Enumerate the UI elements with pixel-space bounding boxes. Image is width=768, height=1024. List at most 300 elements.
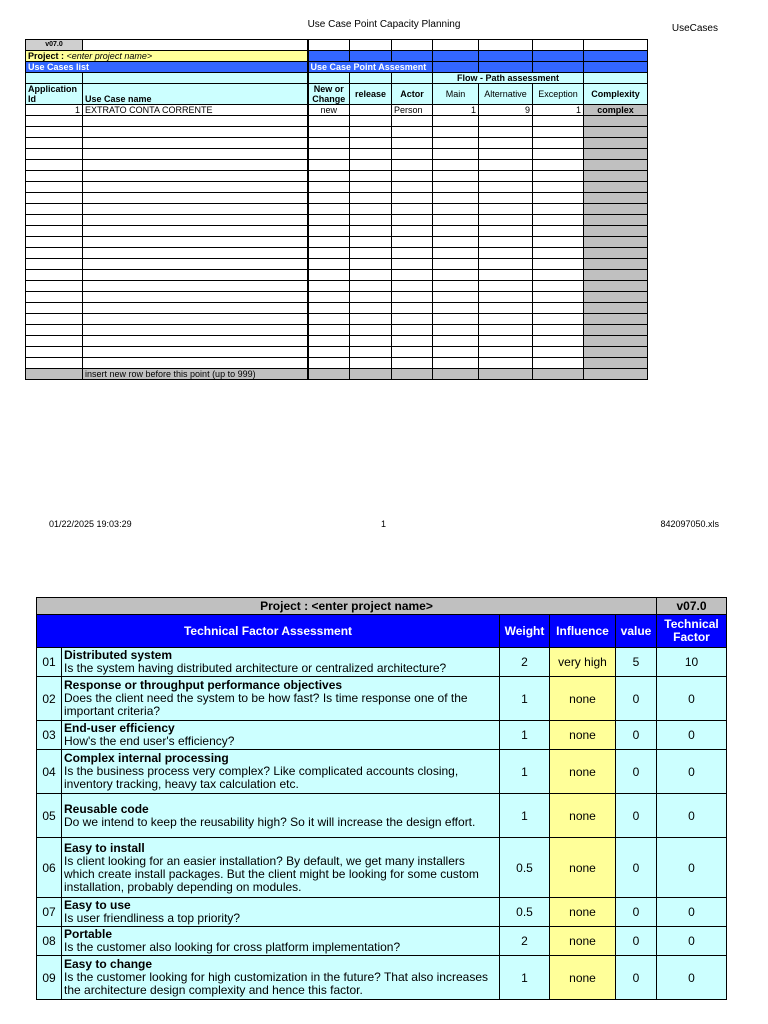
empty-cell[interactable]: [308, 281, 350, 292]
row-exception[interactable]: 1: [533, 105, 584, 116]
empty-cell[interactable]: [83, 171, 308, 182]
empty-cell[interactable]: [308, 237, 350, 248]
empty-cell[interactable]: [26, 336, 83, 347]
empty-cell[interactable]: [584, 248, 648, 259]
table-row: [26, 149, 648, 160]
empty-cell[interactable]: [350, 138, 392, 149]
factor-weight: 1: [500, 677, 550, 721]
empty-cell[interactable]: [83, 149, 308, 160]
empty-cell[interactable]: [533, 160, 584, 171]
factor-influence-select[interactable]: none: [550, 750, 616, 794]
empty-cell[interactable]: [26, 215, 83, 226]
empty-cell[interactable]: [83, 270, 308, 281]
factor-number: 05: [37, 794, 62, 838]
empty-cell[interactable]: [479, 149, 533, 160]
empty-cell[interactable]: [26, 292, 83, 303]
empty-cell[interactable]: [308, 314, 350, 325]
empty-cell[interactable]: [433, 336, 479, 347]
factor-value: 0: [616, 750, 657, 794]
empty-cell[interactable]: [392, 127, 433, 138]
empty-cell[interactable]: [350, 270, 392, 281]
empty-cell[interactable]: [584, 204, 648, 215]
empty-cell[interactable]: [83, 226, 308, 237]
empty-cell[interactable]: [392, 226, 433, 237]
empty-cell[interactable]: [83, 303, 308, 314]
table-row: [26, 182, 648, 193]
empty-cell[interactable]: [479, 358, 533, 369]
empty-cell[interactable]: [308, 248, 350, 259]
empty-cell[interactable]: [83, 237, 308, 248]
empty-cell[interactable]: [584, 281, 648, 292]
factor-name: Complex internal processing: [64, 751, 229, 765]
factor-influence-select[interactable]: none: [550, 956, 616, 1000]
empty-cell[interactable]: [479, 171, 533, 182]
empty-cell[interactable]: [433, 204, 479, 215]
empty-cell[interactable]: [533, 248, 584, 259]
empty-cell[interactable]: [433, 149, 479, 160]
row-actor[interactable]: Person: [392, 105, 433, 116]
empty-cell[interactable]: [533, 138, 584, 149]
empty-cell[interactable]: [433, 182, 479, 193]
factor-description: How's the end user's efficiency?: [64, 734, 235, 748]
empty-cell[interactable]: [392, 270, 433, 281]
empty-cell[interactable]: [83, 193, 308, 204]
empty-cell[interactable]: [392, 358, 433, 369]
table-row: [26, 237, 648, 248]
row-use-case-name[interactable]: EXTRATO CONTA CORRENTE: [83, 105, 308, 116]
empty-cell[interactable]: [308, 127, 350, 138]
empty-cell[interactable]: [308, 160, 350, 171]
empty-cell[interactable]: [433, 270, 479, 281]
row-complexity: complex: [584, 105, 648, 116]
empty-cell[interactable]: [392, 248, 433, 259]
factor-description: Is the system having distributed architecture or centralized architecture?: [64, 661, 447, 675]
empty-cell[interactable]: [308, 347, 350, 358]
empty-cell[interactable]: [533, 303, 584, 314]
table-row: [26, 127, 648, 138]
factor-weight: 2: [500, 648, 550, 677]
empty-cell[interactable]: [26, 347, 83, 358]
empty-cell[interactable]: [26, 182, 83, 193]
empty-cell[interactable]: [584, 160, 648, 171]
empty-cell[interactable]: [83, 325, 308, 336]
factor-influence-select[interactable]: none: [550, 838, 616, 898]
empty-cell[interactable]: [350, 116, 392, 127]
table-row: [26, 226, 648, 237]
empty-cell[interactable]: [308, 226, 350, 237]
empty-cell[interactable]: [479, 116, 533, 127]
empty-cell[interactable]: [433, 314, 479, 325]
factor-technical-factor: 0: [657, 956, 727, 1000]
empty-cell[interactable]: [350, 292, 392, 303]
empty-cell[interactable]: [83, 160, 308, 171]
empty-cell[interactable]: [392, 215, 433, 226]
empty-cell[interactable]: [584, 182, 648, 193]
empty-cell[interactable]: [308, 204, 350, 215]
empty-cell[interactable]: [350, 281, 392, 292]
empty-cell[interactable]: [392, 303, 433, 314]
empty-cell[interactable]: [26, 116, 83, 127]
empty-cell[interactable]: [350, 303, 392, 314]
empty-cell[interactable]: [584, 171, 648, 182]
empty-cell[interactable]: [533, 149, 584, 160]
empty-cell[interactable]: [350, 215, 392, 226]
empty-cell[interactable]: [308, 182, 350, 193]
empty-cell[interactable]: [533, 204, 584, 215]
empty-cell[interactable]: [308, 336, 350, 347]
empty-cell[interactable]: [392, 116, 433, 127]
empty-cell[interactable]: [26, 193, 83, 204]
empty-cell[interactable]: [533, 325, 584, 336]
empty-cell[interactable]: [392, 138, 433, 149]
empty-cell[interactable]: [308, 358, 350, 369]
empty-cell[interactable]: [26, 303, 83, 314]
empty-cell[interactable]: [584, 347, 648, 358]
empty-cell[interactable]: [392, 160, 433, 171]
empty-cell[interactable]: [26, 160, 83, 171]
factor-value: 0: [616, 794, 657, 838]
factor-technical-factor: 0: [657, 927, 727, 956]
empty-cell[interactable]: [533, 270, 584, 281]
factor-name: Easy to install: [64, 840, 145, 855]
empty-cell[interactable]: [533, 347, 584, 358]
factor-number: 01: [37, 648, 62, 677]
empty-cell[interactable]: [26, 248, 83, 259]
table-row: [26, 358, 648, 369]
empty-cell[interactable]: [479, 215, 533, 226]
factor-influence-select[interactable]: none: [550, 927, 616, 956]
empty-cell[interactable]: [26, 325, 83, 336]
empty-cell[interactable]: [350, 259, 392, 270]
empty-cell[interactable]: [26, 149, 83, 160]
empty-cell[interactable]: [308, 303, 350, 314]
empty-cell[interactable]: [350, 160, 392, 171]
factor-row: [37, 648, 727, 677]
factor-number: 07: [37, 898, 62, 927]
factor-influence-select[interactable]: none: [550, 794, 616, 838]
empty-cell[interactable]: [533, 226, 584, 237]
empty-cell[interactable]: [433, 281, 479, 292]
empty-cell[interactable]: [83, 248, 308, 259]
factor-influence-select[interactable]: none: [550, 898, 616, 927]
empty-cell[interactable]: [533, 237, 584, 248]
factor-name: Reusable code: [64, 801, 149, 816]
empty-cell[interactable]: [26, 127, 83, 138]
table-row: [26, 204, 648, 215]
empty-cell[interactable]: [308, 138, 350, 149]
empty-cell[interactable]: [533, 171, 584, 182]
factor-description: Is user friendliness a top priority?: [64, 911, 241, 925]
col-alternative: Alternative: [479, 84, 533, 105]
empty-cell[interactable]: [584, 138, 648, 149]
table-row: [26, 314, 648, 325]
tf-header-technical-factor: Technical Factor: [657, 615, 727, 648]
project-name-cell[interactable]: [26, 51, 308, 62]
table-row: [26, 215, 648, 226]
empty-cell[interactable]: [533, 292, 584, 303]
empty-cell[interactable]: [350, 347, 392, 358]
empty-cell[interactable]: [533, 116, 584, 127]
empty-cell[interactable]: [533, 336, 584, 347]
factor-number: 09: [37, 956, 62, 1000]
empty-cell[interactable]: [392, 347, 433, 358]
empty-cell[interactable]: [350, 193, 392, 204]
empty-cell[interactable]: [479, 347, 533, 358]
table-row: [26, 138, 648, 149]
empty-cell[interactable]: [308, 116, 350, 127]
empty-cell[interactable]: [350, 336, 392, 347]
row-release[interactable]: [350, 105, 392, 116]
empty-cell[interactable]: [433, 138, 479, 149]
table-row: [26, 303, 648, 314]
insert-row-marker: [26, 369, 648, 380]
table-row: [26, 193, 648, 204]
empty-cell[interactable]: [83, 281, 308, 292]
empty-cell[interactable]: [479, 237, 533, 248]
tf-project-title: Project : <enter project name>: [37, 598, 657, 615]
empty-cell[interactable]: [26, 138, 83, 149]
empty-cell[interactable]: [584, 215, 648, 226]
empty-cell[interactable]: [392, 292, 433, 303]
empty-cell[interactable]: [479, 336, 533, 347]
empty-cell[interactable]: [26, 226, 83, 237]
empty-cell[interactable]: [392, 281, 433, 292]
empty-cell[interactable]: [392, 259, 433, 270]
version-cell: v07.0: [26, 40, 83, 51]
factor-description: Is the business process very complex? Like complicated accounts closing, inventory tracking, heavy tax calculation etc.: [64, 764, 459, 791]
row-alternative[interactable]: 9: [479, 105, 533, 116]
empty-cell[interactable]: [433, 303, 479, 314]
factor-influence-select[interactable]: none: [550, 721, 616, 750]
empty-cell[interactable]: [26, 358, 83, 369]
empty-cell[interactable]: [479, 193, 533, 204]
tf-header-influence: Influence: [550, 615, 616, 648]
factor-description-cell: [62, 927, 500, 956]
empty-cell[interactable]: [392, 182, 433, 193]
empty-cell[interactable]: [584, 193, 648, 204]
empty-cell[interactable]: [584, 270, 648, 281]
empty-cell[interactable]: [26, 270, 83, 281]
empty-cell[interactable]: [83, 347, 308, 358]
empty-cell[interactable]: [26, 237, 83, 248]
empty-cell[interactable]: [83, 336, 308, 347]
col-release: release: [350, 84, 392, 105]
factor-value: 0: [616, 838, 657, 898]
tf-header-title: Technical Factor Assessment: [37, 615, 500, 648]
empty-cell[interactable]: [433, 259, 479, 270]
empty-cell[interactable]: [584, 303, 648, 314]
row-main[interactable]: 1: [433, 105, 479, 116]
project-label: Project :: [28, 51, 65, 61]
factor-weight: 2: [500, 927, 550, 956]
empty-cell[interactable]: [392, 193, 433, 204]
empty-cell[interactable]: [392, 149, 433, 160]
empty-cell[interactable]: [308, 171, 350, 182]
empty-cell[interactable]: [584, 259, 648, 270]
empty-cell[interactable]: [533, 193, 584, 204]
factor-weight: 1: [500, 794, 550, 838]
sheet-tab-name: UseCases: [671, 23, 718, 34]
empty-cell[interactable]: [433, 248, 479, 259]
empty-cell[interactable]: [433, 116, 479, 127]
row-app-id[interactable]: 1: [26, 105, 83, 116]
empty-cell[interactable]: [350, 226, 392, 237]
empty-cell[interactable]: [533, 215, 584, 226]
col-main: Main: [433, 84, 479, 105]
empty-cell[interactable]: [479, 303, 533, 314]
empty-cell[interactable]: [584, 226, 648, 237]
empty-cell[interactable]: [479, 270, 533, 281]
empty-cell[interactable]: [350, 149, 392, 160]
empty-cell[interactable]: [584, 127, 648, 138]
empty-cell[interactable]: [584, 325, 648, 336]
empty-cell[interactable]: [479, 292, 533, 303]
empty-cell[interactable]: [26, 281, 83, 292]
empty-cell[interactable]: [83, 138, 308, 149]
empty-cell[interactable]: [433, 347, 479, 358]
empty-cell[interactable]: [83, 116, 308, 127]
ucp-assessment-header: Use Case Point Assesment: [308, 62, 433, 73]
empty-cell[interactable]: [433, 193, 479, 204]
empty-cell[interactable]: [26, 204, 83, 215]
factor-description: Does the client need the system to be how fast? Is time response one of the important criteria?: [64, 691, 468, 718]
factor-value: 5: [616, 648, 657, 677]
factor-influence-select[interactable]: none: [550, 677, 616, 721]
empty-cell[interactable]: [350, 237, 392, 248]
empty-cell[interactable]: [533, 358, 584, 369]
row-new-or-change[interactable]: new: [308, 105, 350, 116]
empty-cell[interactable]: [308, 149, 350, 160]
table-row: [26, 347, 648, 358]
empty-cell[interactable]: [479, 138, 533, 149]
empty-cell[interactable]: [83, 127, 308, 138]
empty-cell[interactable]: [584, 358, 648, 369]
factor-number: 03: [37, 721, 62, 750]
empty-cell[interactable]: [433, 215, 479, 226]
col-app-id: Application Id: [26, 84, 83, 105]
empty-cell[interactable]: [83, 215, 308, 226]
factor-row: [37, 927, 727, 956]
empty-cell[interactable]: [533, 127, 584, 138]
empty-cell[interactable]: [392, 314, 433, 325]
factor-description-cell: [62, 794, 500, 838]
empty-cell[interactable]: [350, 127, 392, 138]
tf-version: v07.0: [657, 598, 727, 615]
factor-technical-factor: 10: [657, 648, 727, 677]
empty-cell[interactable]: [533, 259, 584, 270]
empty-cell[interactable]: [83, 358, 308, 369]
empty-cell[interactable]: [584, 314, 648, 325]
empty-cell[interactable]: [350, 204, 392, 215]
empty-cell[interactable]: [350, 182, 392, 193]
table-row: [26, 336, 648, 347]
empty-cell[interactable]: [479, 259, 533, 270]
empty-cell[interactable]: [392, 237, 433, 248]
empty-cell[interactable]: [83, 204, 308, 215]
empty-cell[interactable]: [350, 358, 392, 369]
empty-cell[interactable]: [433, 325, 479, 336]
factor-influence-select[interactable]: very high: [550, 648, 616, 677]
empty-cell[interactable]: [308, 193, 350, 204]
empty-cell[interactable]: [584, 116, 648, 127]
empty-cell[interactable]: [433, 171, 479, 182]
table-row: [26, 116, 648, 127]
empty-cell[interactable]: [533, 182, 584, 193]
empty-cell[interactable]: [83, 314, 308, 325]
empty-cell[interactable]: [433, 237, 479, 248]
factor-weight: 1: [500, 956, 550, 1000]
empty-cell[interactable]: [392, 204, 433, 215]
factor-technical-factor: 0: [657, 794, 727, 838]
empty-cell[interactable]: [584, 336, 648, 347]
empty-cell[interactable]: [479, 204, 533, 215]
empty-cell[interactable]: [308, 270, 350, 281]
empty-cell[interactable]: [584, 149, 648, 160]
empty-cell[interactable]: [433, 160, 479, 171]
factor-number: 02: [37, 677, 62, 721]
empty-cell[interactable]: [479, 160, 533, 171]
empty-cell[interactable]: [479, 325, 533, 336]
empty-cell[interactable]: [479, 127, 533, 138]
empty-cell[interactable]: [584, 292, 648, 303]
technical-factor-table: [36, 597, 727, 1000]
empty-cell[interactable]: [584, 237, 648, 248]
empty-cell[interactable]: [308, 325, 350, 336]
empty-cell[interactable]: [392, 336, 433, 347]
empty-cell[interactable]: [479, 314, 533, 325]
table-row: [26, 270, 648, 281]
factor-name: Easy to use: [64, 898, 131, 912]
factor-value: 0: [616, 898, 657, 927]
empty-cell[interactable]: [479, 182, 533, 193]
empty-cell[interactable]: [26, 259, 83, 270]
factor-description: Is the customer looking for high customization in the future? That also increases the architecture design complexity and hence this factor.: [64, 970, 489, 997]
empty-cell[interactable]: [479, 281, 533, 292]
empty-cell[interactable]: [350, 248, 392, 259]
footer-file-name: 842097050.xls: [660, 519, 719, 529]
factor-technical-factor: 0: [657, 677, 727, 721]
empty-cell[interactable]: [433, 292, 479, 303]
empty-cell[interactable]: [26, 314, 83, 325]
factor-name: Easy to change: [64, 957, 153, 971]
empty-cell[interactable]: [308, 259, 350, 270]
factor-description-cell: [62, 838, 500, 898]
empty-cell[interactable]: [392, 171, 433, 182]
empty-cell[interactable]: [308, 292, 350, 303]
factor-weight: 0.5: [500, 898, 550, 927]
empty-cell[interactable]: [433, 127, 479, 138]
empty-cell[interactable]: [350, 325, 392, 336]
factor-weight: 0.5: [500, 838, 550, 898]
factor-number: 04: [37, 750, 62, 794]
empty-cell[interactable]: [479, 226, 533, 237]
empty-cell[interactable]: [83, 292, 308, 303]
empty-cell[interactable]: [83, 259, 308, 270]
empty-cell[interactable]: [350, 171, 392, 182]
empty-cell[interactable]: [533, 281, 584, 292]
empty-cell[interactable]: [83, 182, 308, 193]
empty-cell[interactable]: [308, 215, 350, 226]
table-row: [26, 248, 648, 259]
empty-cell[interactable]: [392, 325, 433, 336]
empty-cell[interactable]: [26, 171, 83, 182]
empty-cell[interactable]: [433, 358, 479, 369]
empty-cell[interactable]: [533, 314, 584, 325]
empty-cell[interactable]: [479, 248, 533, 259]
empty-cell[interactable]: [350, 314, 392, 325]
factor-name: End-user efficiency: [64, 721, 175, 735]
empty-cell[interactable]: [433, 226, 479, 237]
